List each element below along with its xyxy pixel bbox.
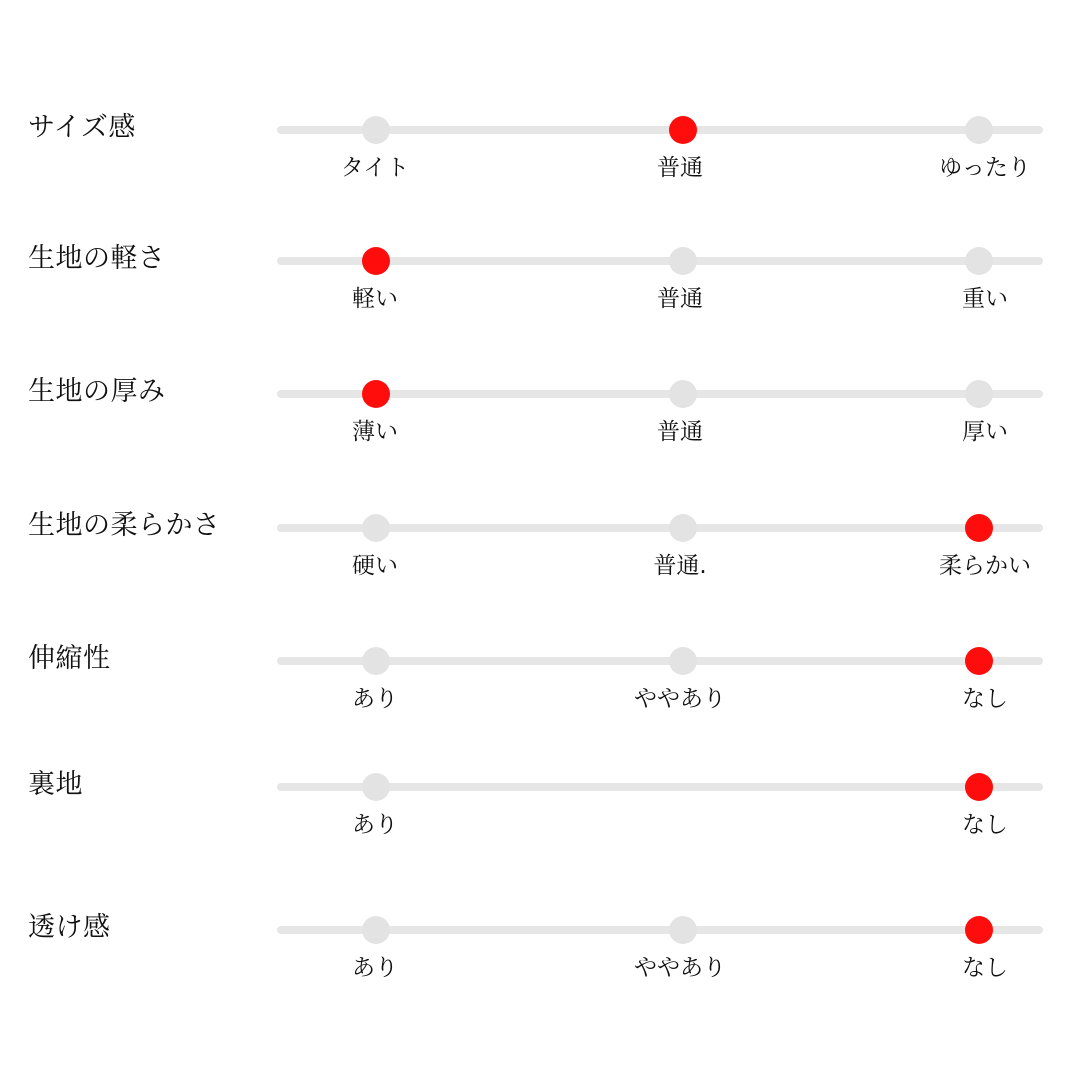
option-label: ややあり [634, 955, 726, 981]
option-label: あり [352, 955, 398, 981]
attribute-row-stretch [0, 643, 1080, 761]
option-label: あり [352, 686, 398, 712]
scale-dot[interactable] [965, 247, 993, 275]
option-label: 柔らかい [939, 553, 1031, 579]
scale-dot[interactable] [669, 647, 697, 675]
option-label: タイト [340, 155, 410, 181]
attribute-label: 生地の柔らかさ [28, 510, 221, 541]
scale-track [277, 257, 1043, 265]
scale-track [277, 783, 1043, 791]
scale-track [277, 926, 1043, 934]
scale-dot[interactable] [669, 514, 697, 542]
option-label: 硬い [352, 553, 398, 579]
scale-dot-selected[interactable] [965, 514, 993, 542]
attribute-label: 生地の厚み [28, 376, 166, 407]
attribute-row-fabric-thickness [0, 376, 1080, 494]
scale-dot-selected[interactable] [362, 380, 390, 408]
option-label: 普通 [657, 286, 703, 312]
option-label: なし [962, 686, 1008, 712]
scale-track [277, 390, 1043, 398]
scale-track [277, 657, 1043, 665]
scale-dot[interactable] [362, 916, 390, 944]
option-label: 普通. [653, 553, 707, 579]
scale-dot[interactable] [362, 773, 390, 801]
option-label: 軽い [352, 286, 398, 312]
scale-dot[interactable] [362, 116, 390, 144]
attribute-row-fabric-lightness [0, 243, 1080, 361]
option-label: ややあり [634, 686, 726, 712]
attribute-label: 透け感 [28, 912, 111, 943]
scale-dot-selected[interactable] [362, 247, 390, 275]
scale-dot[interactable] [965, 116, 993, 144]
option-label: 普通 [657, 155, 703, 181]
scale-dot-selected[interactable] [965, 647, 993, 675]
attribute-row-fabric-softness [0, 510, 1080, 628]
attribute-row-lining [0, 769, 1080, 887]
option-label: あり [352, 812, 398, 838]
scale-dot-selected[interactable] [965, 773, 993, 801]
attribute-row-size [0, 112, 1080, 230]
attribute-row-sheerness [0, 912, 1080, 1030]
attribute-label: 裏地 [28, 769, 83, 800]
option-label: なし [962, 812, 1008, 838]
scale-dot[interactable] [362, 514, 390, 542]
scale-dot[interactable] [669, 916, 697, 944]
scale-dot-selected[interactable] [669, 116, 697, 144]
option-label: 薄い [352, 419, 398, 445]
scale-dot[interactable] [669, 247, 697, 275]
option-label: ゆったり [939, 155, 1031, 181]
scale-dot[interactable] [669, 380, 697, 408]
option-label: なし [962, 955, 1008, 981]
scale-dot-selected[interactable] [965, 916, 993, 944]
attribute-label: 生地の軽さ [28, 243, 166, 274]
option-label: 重い [962, 286, 1008, 312]
attribute-label: サイズ感 [28, 112, 136, 143]
scale-dot[interactable] [362, 647, 390, 675]
scale-track [277, 126, 1043, 134]
scale-track [277, 524, 1043, 532]
attribute-label: 伸縮性 [28, 643, 111, 674]
option-label: 厚い [962, 419, 1008, 445]
scale-dot[interactable] [965, 380, 993, 408]
option-label: 普通 [657, 419, 703, 445]
